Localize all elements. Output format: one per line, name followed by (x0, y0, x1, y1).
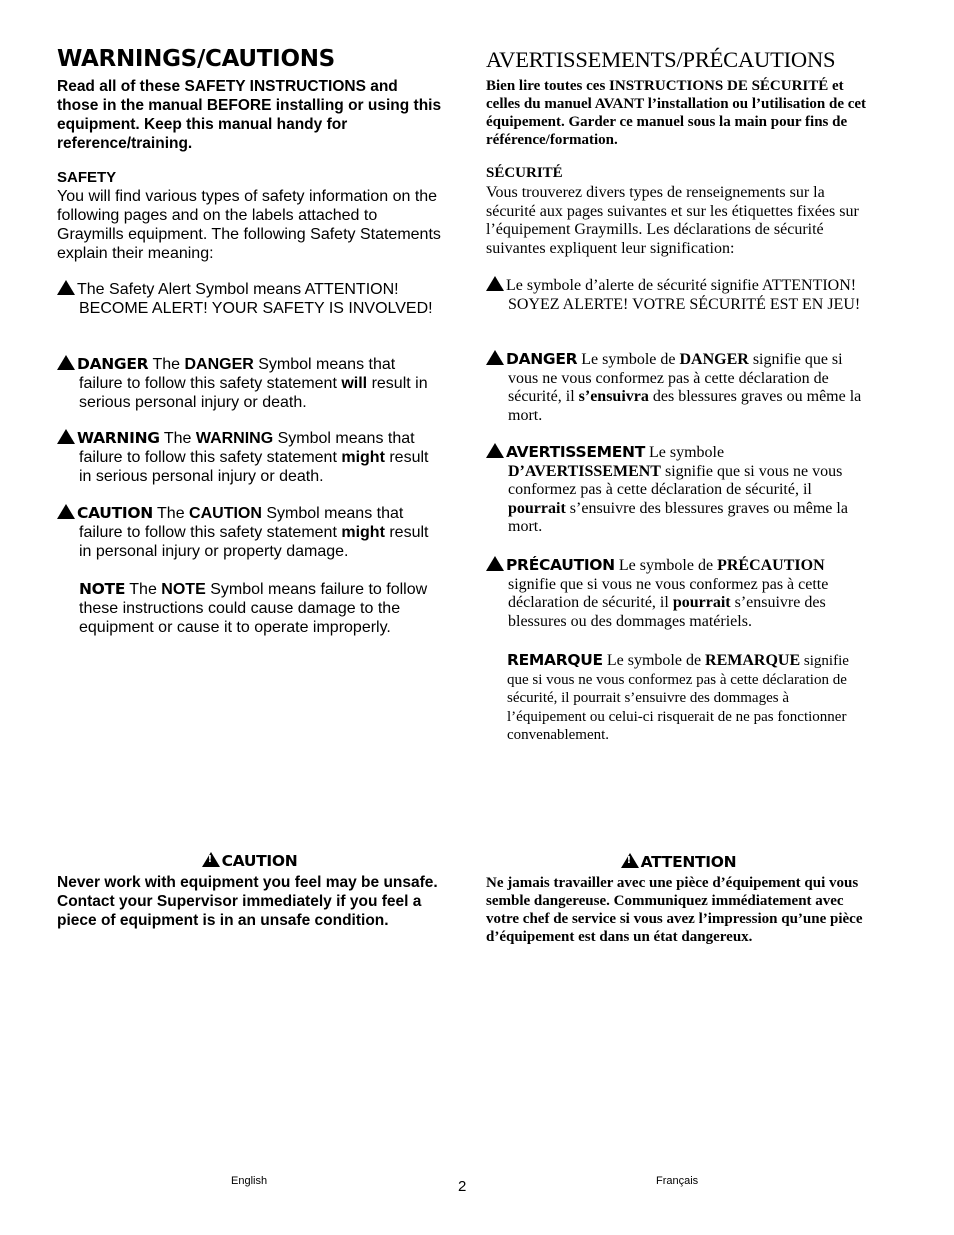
caution-statement-english (57, 504, 442, 561)
note-keyword: NOTE (161, 581, 206, 598)
warning-label: AVERTISSEMENT (506, 443, 645, 461)
danger-text: signifie que si vous ne vous conformez pas à cette déclaration de sécurité, il (508, 351, 843, 405)
page-title-english: WARNINGS/CAUTIONS (57, 46, 335, 72)
intro-english: Read all of these SAFETY INSTRUCTIONS and those in the manual BEFORE installing or using this equipment. Keep this manual handy for reference/training. (57, 78, 442, 152)
caution-box-text-english: Never work with equipment you feel may be unsafe. Contact your Supervisor immediately if you feel a piece of equipment is in an unsafe condition. (57, 874, 438, 929)
note-label: NOTE (79, 580, 126, 598)
attention-box-text-french: Ne jamais travailler avec une pièce d’équipement qui vous semble dangereuse. Communiquez immédiatement avec votre chef de service si vous avez l’impression qu’une pièce d’équipement est dans un état dangereux. (486, 875, 863, 945)
danger-statement-english (57, 355, 442, 412)
warning-text: The (159, 430, 196, 447)
caution-label: CAUTION (77, 504, 153, 522)
safety-heading-english: SAFETY (57, 169, 117, 186)
danger-text: result in serious personal injury or death. (79, 375, 428, 411)
caution-keyword: CAUTION (189, 505, 262, 522)
danger-keyword: DANGER (184, 356, 254, 373)
caution-statement-french (486, 556, 871, 631)
caution-label: PRÉCAUTION (506, 556, 615, 574)
note-statement-english (79, 580, 442, 637)
danger-keyword-2: s’ensuivra (578, 388, 649, 405)
caution-text: result in personal injury or property damage. (79, 524, 429, 560)
danger-label: DANGER (506, 350, 578, 368)
danger-text: Symbol means that failure to follow this safety statement (79, 356, 396, 392)
danger-keyword: DANGER (679, 351, 749, 368)
note-text: Symbol means failure to follow these instructions could cause damage to the equipment or cause it to operate improperly. (79, 581, 428, 636)
caution-text: Symbol means that failure to follow this safety statement (79, 505, 404, 541)
page-number: 2 (458, 1178, 467, 1195)
caution-box-label: CAUTION (221, 852, 298, 870)
intro-french: Bien lire toutes ces INSTRUCTIONS DE SÉCURITÉ et celles du manuel AVANT l’installation ou l’utilisation de cet équipement. Garder ce manuel sous la main pour fins de référence/formation. (486, 78, 867, 148)
note-label: REMARQUE (507, 651, 603, 669)
danger-text: Le symbole de (577, 351, 680, 368)
attention-box-label: ATTENTION (640, 853, 737, 871)
warning-keyword-2: might (341, 449, 385, 466)
caution-text: Le symbole de (614, 557, 718, 574)
warning-statement-french (486, 443, 871, 537)
alert-text: Le symbole d’alerte de sécurité signifie ATTENTION! SOYEZ ALERTE! VOTRE SÉCURITÉ EST EN JEU! (506, 277, 861, 313)
warning-triangle-icon (202, 852, 220, 867)
caution-box-title-english (57, 852, 442, 871)
danger-label: DANGER (77, 355, 149, 373)
danger-statement-french (486, 350, 871, 425)
danger-keyword-2: will (341, 375, 368, 392)
warning-keyword: WARNING (195, 430, 274, 447)
footer-language-english: English (231, 1175, 268, 1187)
caution-keyword-2: might (341, 524, 385, 541)
warning-triangle-icon (57, 355, 75, 370)
warning-label: WARNING (77, 429, 160, 447)
caution-keyword-2: pourrait (672, 594, 731, 611)
caution-keyword: PRÉCAUTION (717, 557, 825, 574)
danger-text: The (148, 356, 185, 373)
warning-triangle-icon (486, 350, 504, 365)
warning-keyword-2: pourrait (508, 499, 566, 517)
warning-text: Symbol means that failure to follow this safety statement (79, 430, 415, 466)
safety-heading-french: SÉCURITÉ (486, 165, 563, 181)
page-title-french: AVERTISSEMENTS/PRÉCAUTIONS (486, 47, 836, 72)
warning-triangle-icon (57, 280, 75, 295)
safety-text-french: Vous trouverez divers types de renseignements sur la sécurité aux pages suivantes et sur les étiquettes fixées sur l’équipement Graymills. Les déclarations de sécurité suivantes expliquent leur signification: (486, 184, 859, 257)
note-text: signifie que si vous ne vous conformez pas à cette déclaration de sécurité, il pourrait s’ensuivre des dommages à l’équipement ou celui-ci risquerait de ne pas fonctionner convenablement. (507, 653, 849, 743)
warning-text: result in serious personal injury or death. (79, 449, 429, 485)
english-column (57, 0, 442, 1235)
french-column (486, 0, 871, 1235)
warning-triangle-icon (57, 429, 75, 444)
alert-statement-french (486, 276, 871, 314)
warning-text: Le symbole (644, 444, 725, 461)
warning-statement-english (57, 429, 442, 486)
caution-text: The (152, 505, 190, 522)
warning-text: s’ensuivre des blessures graves ou même la mort. (508, 499, 848, 535)
note-keyword: REMARQUE (705, 652, 801, 669)
warning-keyword: D’AVERTISSEMENT (508, 462, 661, 480)
note-text: The (125, 581, 162, 598)
warning-triangle-icon (486, 443, 504, 458)
safety-text-english: You will find various types of safety information on the following pages and on the labels attached to Graymills equipment. The following Safety Statements explain their meaning: (57, 188, 441, 262)
warning-triangle-icon (57, 504, 75, 519)
footer-language-french: Français (656, 1175, 699, 1187)
attention-box-title-french (486, 853, 871, 872)
caution-text: s’ensuivre des blessures ou des dommages matériels. (508, 594, 826, 630)
danger-text: des blessures graves ou même la mort. (508, 388, 862, 424)
alert-statement-english (57, 280, 442, 318)
warning-text: signifie que si vous ne vous conformez pas à cette déclaration de sécurité, il (508, 462, 843, 498)
note-text: Le symbole de (602, 652, 706, 669)
warning-triangle-icon (486, 556, 504, 571)
caution-text: signifie que si vous ne vous conformez pas à cette déclaration de sécurité, il (508, 575, 829, 611)
alert-text: The Safety Alert Symbol means ATTENTION! BECOME ALERT! YOUR SAFETY IS INVOLVED! (77, 281, 433, 317)
warning-triangle-icon (621, 853, 639, 868)
warning-triangle-icon (486, 276, 504, 291)
note-statement-french (507, 651, 871, 745)
